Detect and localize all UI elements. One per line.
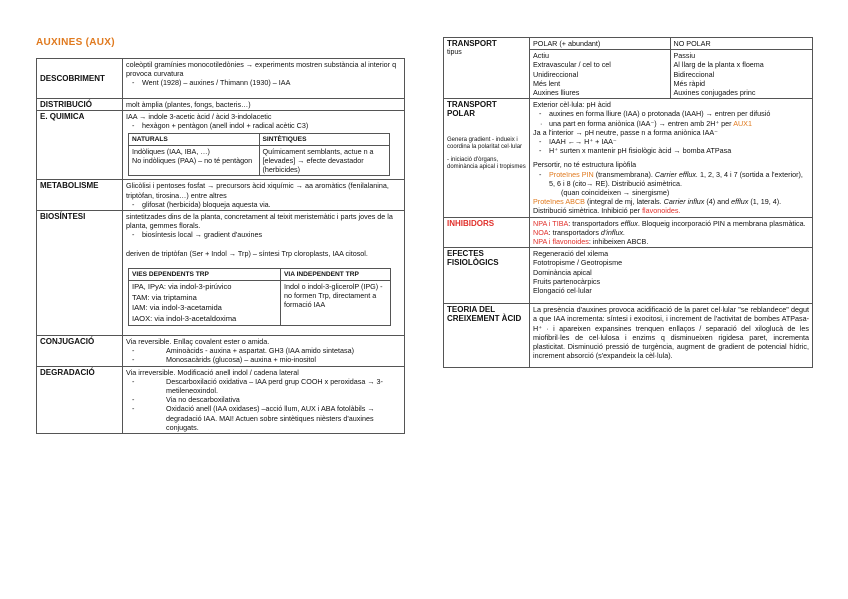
header-via-independent: VIA INDEPENDENT TRP [281,268,391,280]
text-span: : inhibeixen ABCB. [588,237,649,247]
text-span: : transportadors [568,218,619,228]
text-line: Auxines conjugades princ [673,88,756,98]
header-polar: POLAR (+ abundant) [530,38,670,50]
text-line [533,228,809,237]
list-item: Fototropisme / Geotropisme [533,258,623,268]
text-line: deriven de triptòfan (Ser + Indol → Trp) – síntesi Trp cloroplasts, IAA citosol. [126,248,368,258]
text-line: - auxines en forma lliure (IAA) o protonada (IAAH) → entren per difusió [533,109,809,118]
text-line [533,119,809,128]
vies-trp-table [128,268,391,326]
text-line: Actiu [533,51,549,61]
left-table [36,58,405,434]
cell-naturals [129,145,260,176]
text-span: 1, 2, 3, 4 i 7 (sortida a l'exterior), 5, 6 i 8 (cito→ RE). Distribució asimètrica. [549,169,803,188]
text-line: Auxines lliures [533,88,580,98]
text-line: (quan coincideixen → sinergisme) [561,188,670,198]
aux1-label: AUX1 [733,118,752,128]
label-transport-polar: TRANSPORT POLAR [447,100,497,119]
text-span: Carrier efflux. [654,169,699,179]
text-line: - biosíntesis local → gradient d'auxines [126,230,401,239]
row-conjugacio [37,336,405,367]
cell-polar [530,50,670,99]
text-span: (integral de mj, laterals. [586,197,662,207]
text-line: sintetitzades dins de la planta, concretament al teixit meristemàtic i parts joves de la planta, gemmes florals. [126,212,393,231]
flavonoides-label: flavonoides. [642,206,681,216]
cell-biosintesi [123,211,405,336]
text-line: coleòptil gramínies monocotiledònies → experiments mostren substància al interior q provoca curvatura [126,60,397,79]
naturals-sintetiques-table [128,133,390,177]
row-metabolisme [37,180,405,211]
row-efectes [444,248,813,304]
text-line: - glifosat (herbicida) bloqueja aquesta via. [126,200,401,209]
cell-teoria: La presència d'auxines provoca acidificació de la paret cel·lular "se reblandece" degut a que IAA incrementa: síntesi i exocitosi, i increment de l'activitat de bombes ATPasa-H⁺ · i apareixen expansines trenquen enllaços / separació del xiloglucà de les miofibril·les de cel·lulosa i enzims q disminueixen rigidesa paret, incrementa plasticitat. Disminució pressió de turgència, augment de gradient de potencial hídric, increment absorció (s'expandeix la cèl·lula). [530,304,813,367]
row-teoria [444,304,813,367]
cell-conjugacio [123,336,405,367]
note-line: - iniciació d'òrgans, dominància apical i tropismes [447,156,526,171]
text-line: TAM: via triptamina [132,292,197,302]
text-line [533,219,809,228]
text-span: efflux [731,197,749,207]
text-line: Bidireccional [673,69,715,79]
text-line: - Descarboxilació oxidativa – IAA perd grup COOH x peroxidasa → 3- metileneoxindol. [126,377,401,395]
text-line [533,237,809,246]
label-descobriment: DESCOBRIMENT [37,59,123,99]
list-item: Dominància apical [533,267,592,277]
cell-sintetiques: Químicament semblants, actue n a [elevades] → efecte devastador (herbicides) [259,145,390,176]
text-line: Ja a l'interior → pH neutre, passe n a forma aniònica IAA⁻ [533,127,718,137]
text-line: Persortir, no té estructura lipòfila [533,160,637,170]
row-descobriment [37,59,405,99]
text-line: Indòliques (IAA, IBA, …) [132,146,210,156]
label-teoria: TEORIA DEL CREIXEMENT ÀCID [444,304,530,367]
abcb-label: Proteïnes ABCB [533,197,585,207]
text-span: (4) and [706,197,730,207]
label-efectes: EFECTES FISIOLÒGICS [444,248,530,304]
label-transport: TRANSPORT [447,39,497,48]
text-line: Passiu [673,51,696,61]
cell-degradacio [123,366,405,433]
text-line: molt àmplia (plantes, fongs, bacteris…) [123,99,405,111]
text-line: IPA, IPyA: via indol-3-pirúvico [132,282,232,292]
text-span: (transmembrana). [595,169,653,179]
cell-transport-polar [530,99,813,217]
list-item: Fruits partenocàrpics [533,276,601,286]
transport-polar-notes [447,137,526,172]
text-line: - hexàgon + pentàgon (anell indol + radical acètic C3) [126,121,401,130]
page-title: AUXINES (AUX) [36,37,115,48]
text-line: Glicòlisi i pentoses fosfat → precursors àcid xiquímic → aa aromàtics (fenilalanina, triptòfan, tirosina…) entre altres [126,181,389,200]
text-line: No indòliques (PAA) – no té pentàgon [132,156,253,166]
text-line: IAOX: via indol-3-acetaldoxima [132,313,237,323]
polar-nopolar-table [530,38,813,98]
cell-vies-dependents [129,281,281,326]
npa-tiba-label: NPA i TIBA [533,218,569,228]
text-line: Exterior cèl·lula: pH àcid [533,100,611,110]
row-distribucio [37,99,405,111]
text-line: - Aminoàcids - auxina + aspartat. GH3 (IAA amido sintetasa) [126,346,401,355]
label-quimica: E. QUIMICA [37,111,123,180]
text-line: Via irreversible. Modificació anell indol / cadena lateral [126,367,299,377]
text-line: - Monosacàrids (glucosa) – auxina + mio-inositol [126,355,401,364]
right-table [443,37,813,368]
list-item: Regeneració del xilema [533,249,609,259]
text-line: Més lent [533,78,561,88]
text-line: Més ràpid [673,78,706,88]
text-line: Al llarg de la planta x floema [673,60,764,70]
text-span: . Bloqueig incorporació PIN a membrana plasmàtica. [637,218,806,228]
text-line [533,170,809,188]
cell-inhibidors [530,217,813,248]
text-line: IAA → indole 3-acetic àcid / àcid 3-indolacetic [126,112,272,122]
npa-flavonoides-label: NPA i flavonoides [533,237,589,247]
label-inhibidors: INHIBIDORS [444,217,530,248]
label-tipus: tipus [447,49,462,57]
cell-quimica [123,111,405,180]
text-line: IAM: via indol-3-acetamida [132,303,222,313]
row-quimica [37,111,405,180]
header-naturals: NATURALS [129,133,260,145]
label-biosintesi: BIOSÍNTESI [37,211,123,336]
text-line: Extravascular / cel to cel [533,60,611,70]
label-distribucio: DISTRIBUCIÓ [37,99,123,111]
text-span: : transportadors [548,227,599,237]
list-item: Elongació cel·lular [533,286,592,296]
header-sintetiques: SINTÈTIQUES [259,133,390,145]
row-transport-tipus [444,38,813,99]
cell-metabolisme [123,180,405,211]
label-degradacio: DEGRADACIÓ [37,366,123,433]
header-vies-dependents: VIES DEPENDENTS TRP [129,268,281,280]
row-inhibidors [444,217,813,248]
text-span: efflux [620,218,638,228]
pin-label: Proteïnes PIN [549,169,594,179]
note-line: Genera gradient - indueix i coordina la polaritat cel·lular [447,136,523,151]
text-span: una part en forma aniònica (IAA⁻) → entren amb 2H⁺ per [549,118,732,128]
text-line: Unidireccional [533,69,579,79]
label-metabolisme: METABOLISME [37,180,123,211]
text-line [533,197,809,215]
text-line: - H⁺ surten x mantenir pH fisiològic àcid → bomba ATPasa [533,146,809,155]
text-line: - IAAH ←→ H⁺ + IAA⁻ [533,137,809,146]
label-transport-tipus [444,38,530,99]
label-transport-polar-cell [444,99,530,217]
text-span: Carrier influx [663,197,705,207]
row-biosintesi [37,211,405,336]
text-line: - Oxidació anell (IAA oxidases) –acció llum, AUX i ABA fotolàbils → degradació IAA. MAI! Actuen sobre sintètiques nièsters d'auxines conjugats. [126,404,401,432]
text-span: d'influx. [600,227,626,237]
header-nopolar: NO POLAR [670,38,813,50]
cell-via-independent: Indol o indol-3-glicerolP (IPG) - no formen Trp, directament a formació IAA [281,281,391,326]
text-line: - Via no descarboxilativa [126,395,401,404]
label-conjugacio: CONJUGACIÓ [37,336,123,367]
row-transport-polar [444,99,813,217]
text-line: - Went (1928) – auxines / Thimann (1930) – IAA [126,78,401,87]
text-span: (1, 19, 4). Distribució simètrica. Inhibició per [533,197,782,216]
text-line: Via reversible. Enllaç covalent ester o amida. [126,337,270,347]
cell-nopolar [670,50,813,99]
cell-transport-tipus [530,38,813,99]
cell-descobriment [123,59,405,99]
noa-label: NOA [533,227,549,237]
cell-efectes [530,248,813,304]
row-degradacio [37,366,405,433]
